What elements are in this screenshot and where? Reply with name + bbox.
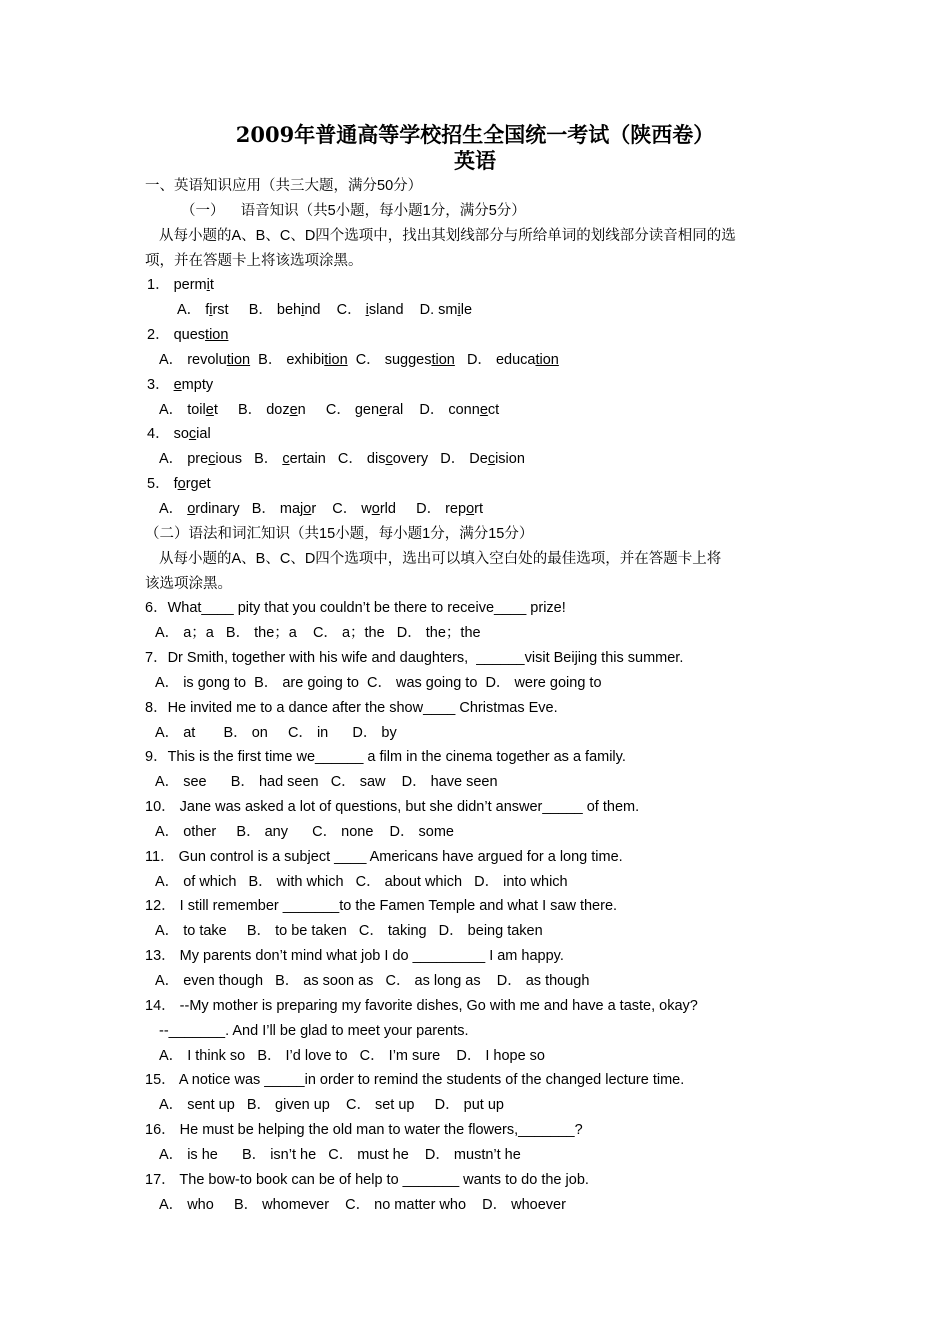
text-segment: t [209, 277, 214, 294]
text-segment: rst B． beh [212, 302, 302, 319]
text-segment: 2． ques [147, 327, 206, 344]
text-segment: sland D. sm [368, 302, 458, 319]
text-segment: 4． so [147, 426, 189, 443]
text-segment: 从每小题的A、B、C、D四个选项中，找出其划线部分与所给单词的划线部分读音相同的选 [159, 227, 736, 244]
text-line [145, 1143, 815, 1168]
exam-body [145, 174, 815, 1217]
text-line [145, 671, 815, 696]
text-segment: t B． doz [213, 401, 290, 418]
text-segment: A． is he B． isn’t he C． must he D． mustn’t he [159, 1146, 521, 1163]
underlined-segment: tion [205, 327, 229, 344]
question-line [145, 894, 815, 919]
underlined-segment: c [208, 451, 216, 468]
text-segment: rdinary B． maj [195, 500, 304, 517]
text-segment: （二）语法和词汇知识（共15小题，每小题1分，满分15分） [145, 525, 534, 542]
text-segment: rld D． rep [379, 500, 467, 517]
text-segment: A． pre [159, 451, 209, 468]
text-segment: 5． f [147, 476, 178, 493]
text-segment: 3． [147, 376, 174, 393]
text-segment: rt [474, 500, 483, 517]
text-line [145, 1019, 815, 1044]
question-line [145, 323, 815, 348]
text-segment: B． exhibi [250, 351, 325, 368]
text-segment: 6．What____ pity that you couldn’t be there to receive____ prize! [145, 600, 566, 617]
heading-line [145, 522, 815, 547]
text-segment: C． sugges [347, 351, 432, 368]
text-segment: A． toil [159, 401, 206, 418]
text-segment: le [460, 302, 473, 319]
text-segment: ious B． [215, 451, 283, 468]
underlined-segment: tion [431, 351, 455, 368]
text-segment: A． a；a B． the；a C． a；the D． the；the [155, 625, 481, 642]
text-segment: ision [495, 451, 525, 468]
heading-line [145, 249, 815, 274]
text-segment: A． revolu [159, 351, 227, 368]
question-line [145, 646, 815, 671]
underlined-segment: o [466, 500, 475, 517]
underlined-segment: c [487, 451, 496, 468]
question-line [145, 696, 815, 721]
text-segment: 16． He must be helping the old man to water the flowers,_______? [145, 1122, 583, 1139]
text-segment: 7．Dr Smith, together with his wife and daughters, ______visit Beijing this summer. [145, 650, 684, 667]
text-segment: 10． Jane was asked a lot of questions, but she didn’t answer_____ of them. [145, 799, 640, 816]
question-line [145, 845, 815, 870]
text-segment: 从每小题的A、B、C、D四个选项中，选出可以填入空白处的最佳选项，并在答题卡上将 [159, 550, 722, 567]
text-line [145, 348, 815, 373]
text-line [145, 398, 815, 423]
text-line [145, 770, 815, 795]
text-segment: ct [487, 401, 500, 418]
question-line [145, 994, 815, 1019]
underlined-segment: i [301, 302, 305, 319]
text-segment: 13． My parents don’t mind what job I do _________ I am happy. [145, 948, 564, 965]
text-line [145, 1044, 815, 1069]
underlined-segment: o [303, 500, 312, 517]
text-segment: 8．He invited me to a dance after the show____ Christmas Eve. [145, 699, 558, 716]
text-segment: A． sent up B． given up C． set up D． put up [159, 1097, 504, 1114]
exam-title: 2009年普通高等学校招生全国统一考试（陕西卷） [235, 122, 715, 147]
text-segment: （一） 语音知识（共5小题，每小题1分，满分5分） [181, 202, 526, 219]
underlined-segment: e [205, 401, 214, 418]
text-segment: 11． Gun control is a subject ____ Americans have argued for a long time. [145, 848, 623, 865]
question-line [145, 596, 815, 621]
text-line [145, 870, 815, 895]
underlined-segment: tion [226, 351, 251, 368]
text-line [145, 1093, 815, 1118]
heading-line [145, 174, 815, 199]
text-segment: 14． --My mother is preparing my favorite dishes, Go with me and have a taste, okay? [145, 997, 698, 1014]
underlined-segment: tion [535, 351, 559, 368]
text-segment: n C． gen [297, 401, 380, 418]
text-segment: A． at B． on C． in D． by [155, 724, 397, 741]
text-segment: A． f [177, 302, 210, 319]
underlined-segment: e [479, 401, 488, 418]
heading-line [145, 572, 815, 597]
underlined-segment: o [187, 500, 196, 517]
text-segment: nd C． [304, 302, 366, 319]
heading-line [145, 547, 815, 572]
heading-line [145, 199, 815, 224]
question-line [145, 422, 815, 447]
underlined-segment: e [379, 401, 388, 418]
text-segment: A． see B． had seen C． saw D． have seen [155, 774, 498, 791]
text-line [145, 621, 815, 646]
text-line [145, 298, 815, 323]
question-line [145, 273, 815, 298]
text-segment: ial [196, 426, 211, 443]
text-segment: A． I think so B． I’d love to C． I’m sure D． I hope so [159, 1047, 545, 1064]
text-segment: A． [159, 500, 188, 517]
exam-subject: 英语 [454, 148, 496, 173]
question-line [145, 944, 815, 969]
text-segment: 12． I still remember _______to the Famen Temple and what I saw there. [145, 898, 618, 915]
question-line [145, 1118, 815, 1143]
text-line [145, 820, 815, 845]
text-segment: 一、英语知识应用（共三大题，满分50分） [145, 178, 423, 194]
text-segment: r C． w [311, 500, 372, 517]
text-segment: ral D． conn [387, 401, 480, 418]
text-segment: A． of which B． with which C． about which D． into which [155, 873, 568, 890]
underlined-segment: o [371, 500, 380, 517]
heading-line [145, 224, 815, 249]
question-line [145, 373, 815, 398]
text-line [145, 1193, 815, 1218]
text-segment: --_______. And I’ll be glad to meet your parents. [159, 1022, 469, 1039]
question-line [145, 795, 815, 820]
text-segment: 9．This is the first time we______ a film in the cinema together as a family. [145, 749, 626, 766]
underlined-segment: c [188, 426, 197, 443]
underlined-segment: i [206, 277, 210, 294]
underlined-segment: i [365, 302, 369, 319]
text-segment: A． even though B． as soon as C． as long as D． as though [155, 973, 590, 989]
question-line [145, 1168, 815, 1193]
text-segment: 1． perm [147, 277, 207, 294]
underlined-segment: i [209, 302, 213, 319]
text-line [145, 497, 815, 522]
underlined-segment: tion [324, 351, 348, 368]
text-segment: ertain C． dis [289, 451, 386, 468]
text-segment: A． other B． any C． none D． some [155, 823, 454, 840]
text-segment: 项，并在答题卡上将该选项涂黑。 [145, 252, 363, 269]
text-line [145, 721, 815, 746]
question-line [145, 745, 815, 770]
text-line [145, 447, 815, 472]
text-segment: A． is gong to B． are going to C． was going to D． were going to [155, 674, 602, 691]
text-segment: 该选项涂黑。 [145, 575, 232, 592]
text-segment: A． who B． whomever C． no matter who D． whoever [159, 1196, 566, 1213]
underlined-segment: e [173, 376, 182, 393]
text-segment: rget [185, 476, 211, 493]
text-segment: D． educa [454, 351, 536, 368]
text-segment: 17． The bow-to book can be of help to _______ wants to do the job. [145, 1171, 589, 1188]
question-line [145, 1068, 815, 1093]
text-segment: overy D． De [392, 451, 488, 468]
underlined-segment: o [177, 476, 186, 493]
text-line [145, 919, 815, 944]
question-line [145, 472, 815, 497]
text-segment: 15． A notice was _____in order to remind the students of the changed lecture time. [145, 1072, 685, 1089]
text-segment: A． to take B． to be taken C． taking D． being taken [155, 923, 543, 940]
text-line [145, 969, 815, 994]
underlined-segment: e [289, 401, 298, 418]
text-segment: mpty [181, 376, 214, 393]
underlined-segment: c [385, 451, 393, 468]
underlined-segment: i [457, 302, 461, 319]
underlined-segment: c [282, 451, 290, 468]
